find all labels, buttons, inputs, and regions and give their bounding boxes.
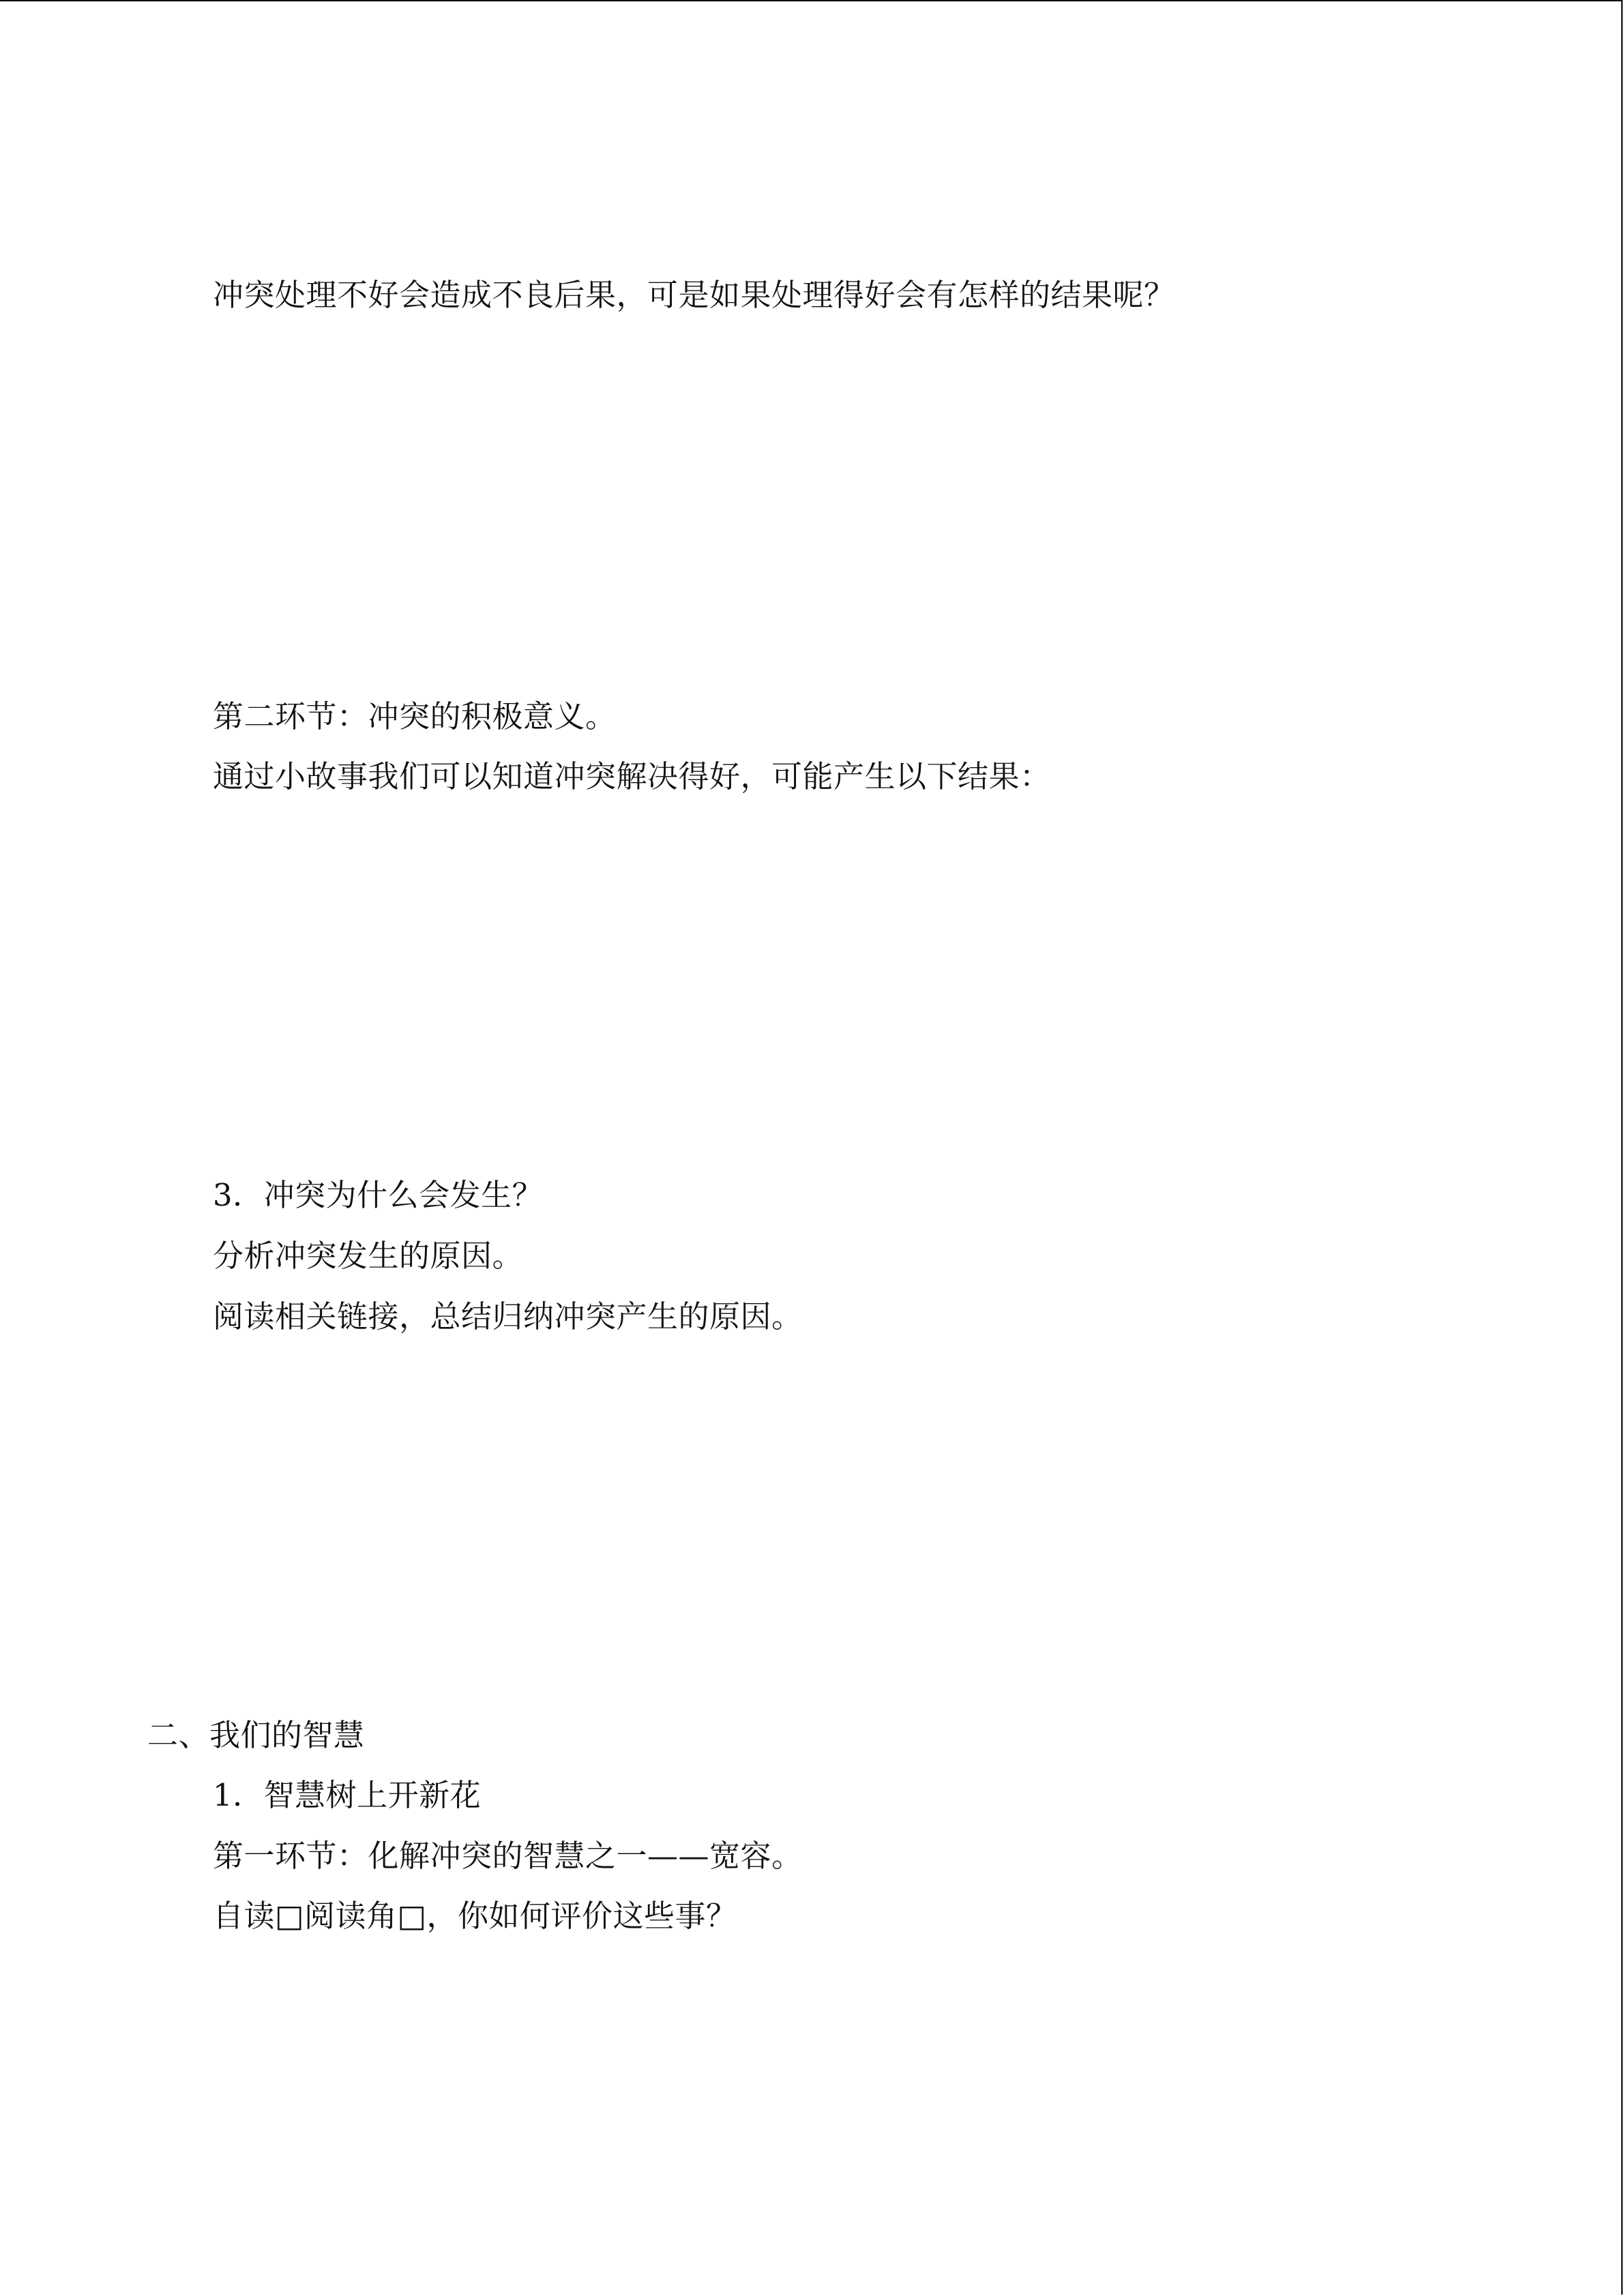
section-heading-positive-meaning: 第二环节：冲突的积极意义。 xyxy=(213,698,617,734)
question-why-conflict-happens: 3．冲突为什么会发生？ xyxy=(213,1177,544,1213)
paragraph-analyze-causes: 分析冲突发生的原因。 xyxy=(213,1238,524,1274)
paragraph-self-read-evaluate: 自读□阅读角□，你如何评价这些事？ xyxy=(213,1898,737,1934)
paragraph-story-results: 通过小故事我们可以知道冲突解决得好，可能产生以下结果： xyxy=(213,758,1051,794)
paragraph-read-link-summarize: 阅读相关链接，总结归纳冲突产生的原因。 xyxy=(213,1298,803,1335)
subheading-wisdom-tree: 1．智慧树上开新花 xyxy=(213,1777,482,1813)
paragraph-conflict-outcome-question: 冲突处理不好会造成不良后果，可是如果处理得好会有怎样的结果呢？ xyxy=(213,277,1175,313)
section-heading-tolerance: 第一环节：化解冲突的智慧之一——宽容。 xyxy=(213,1838,803,1874)
section-heading-our-wisdom: 二、我们的智慧 xyxy=(147,1717,365,1753)
